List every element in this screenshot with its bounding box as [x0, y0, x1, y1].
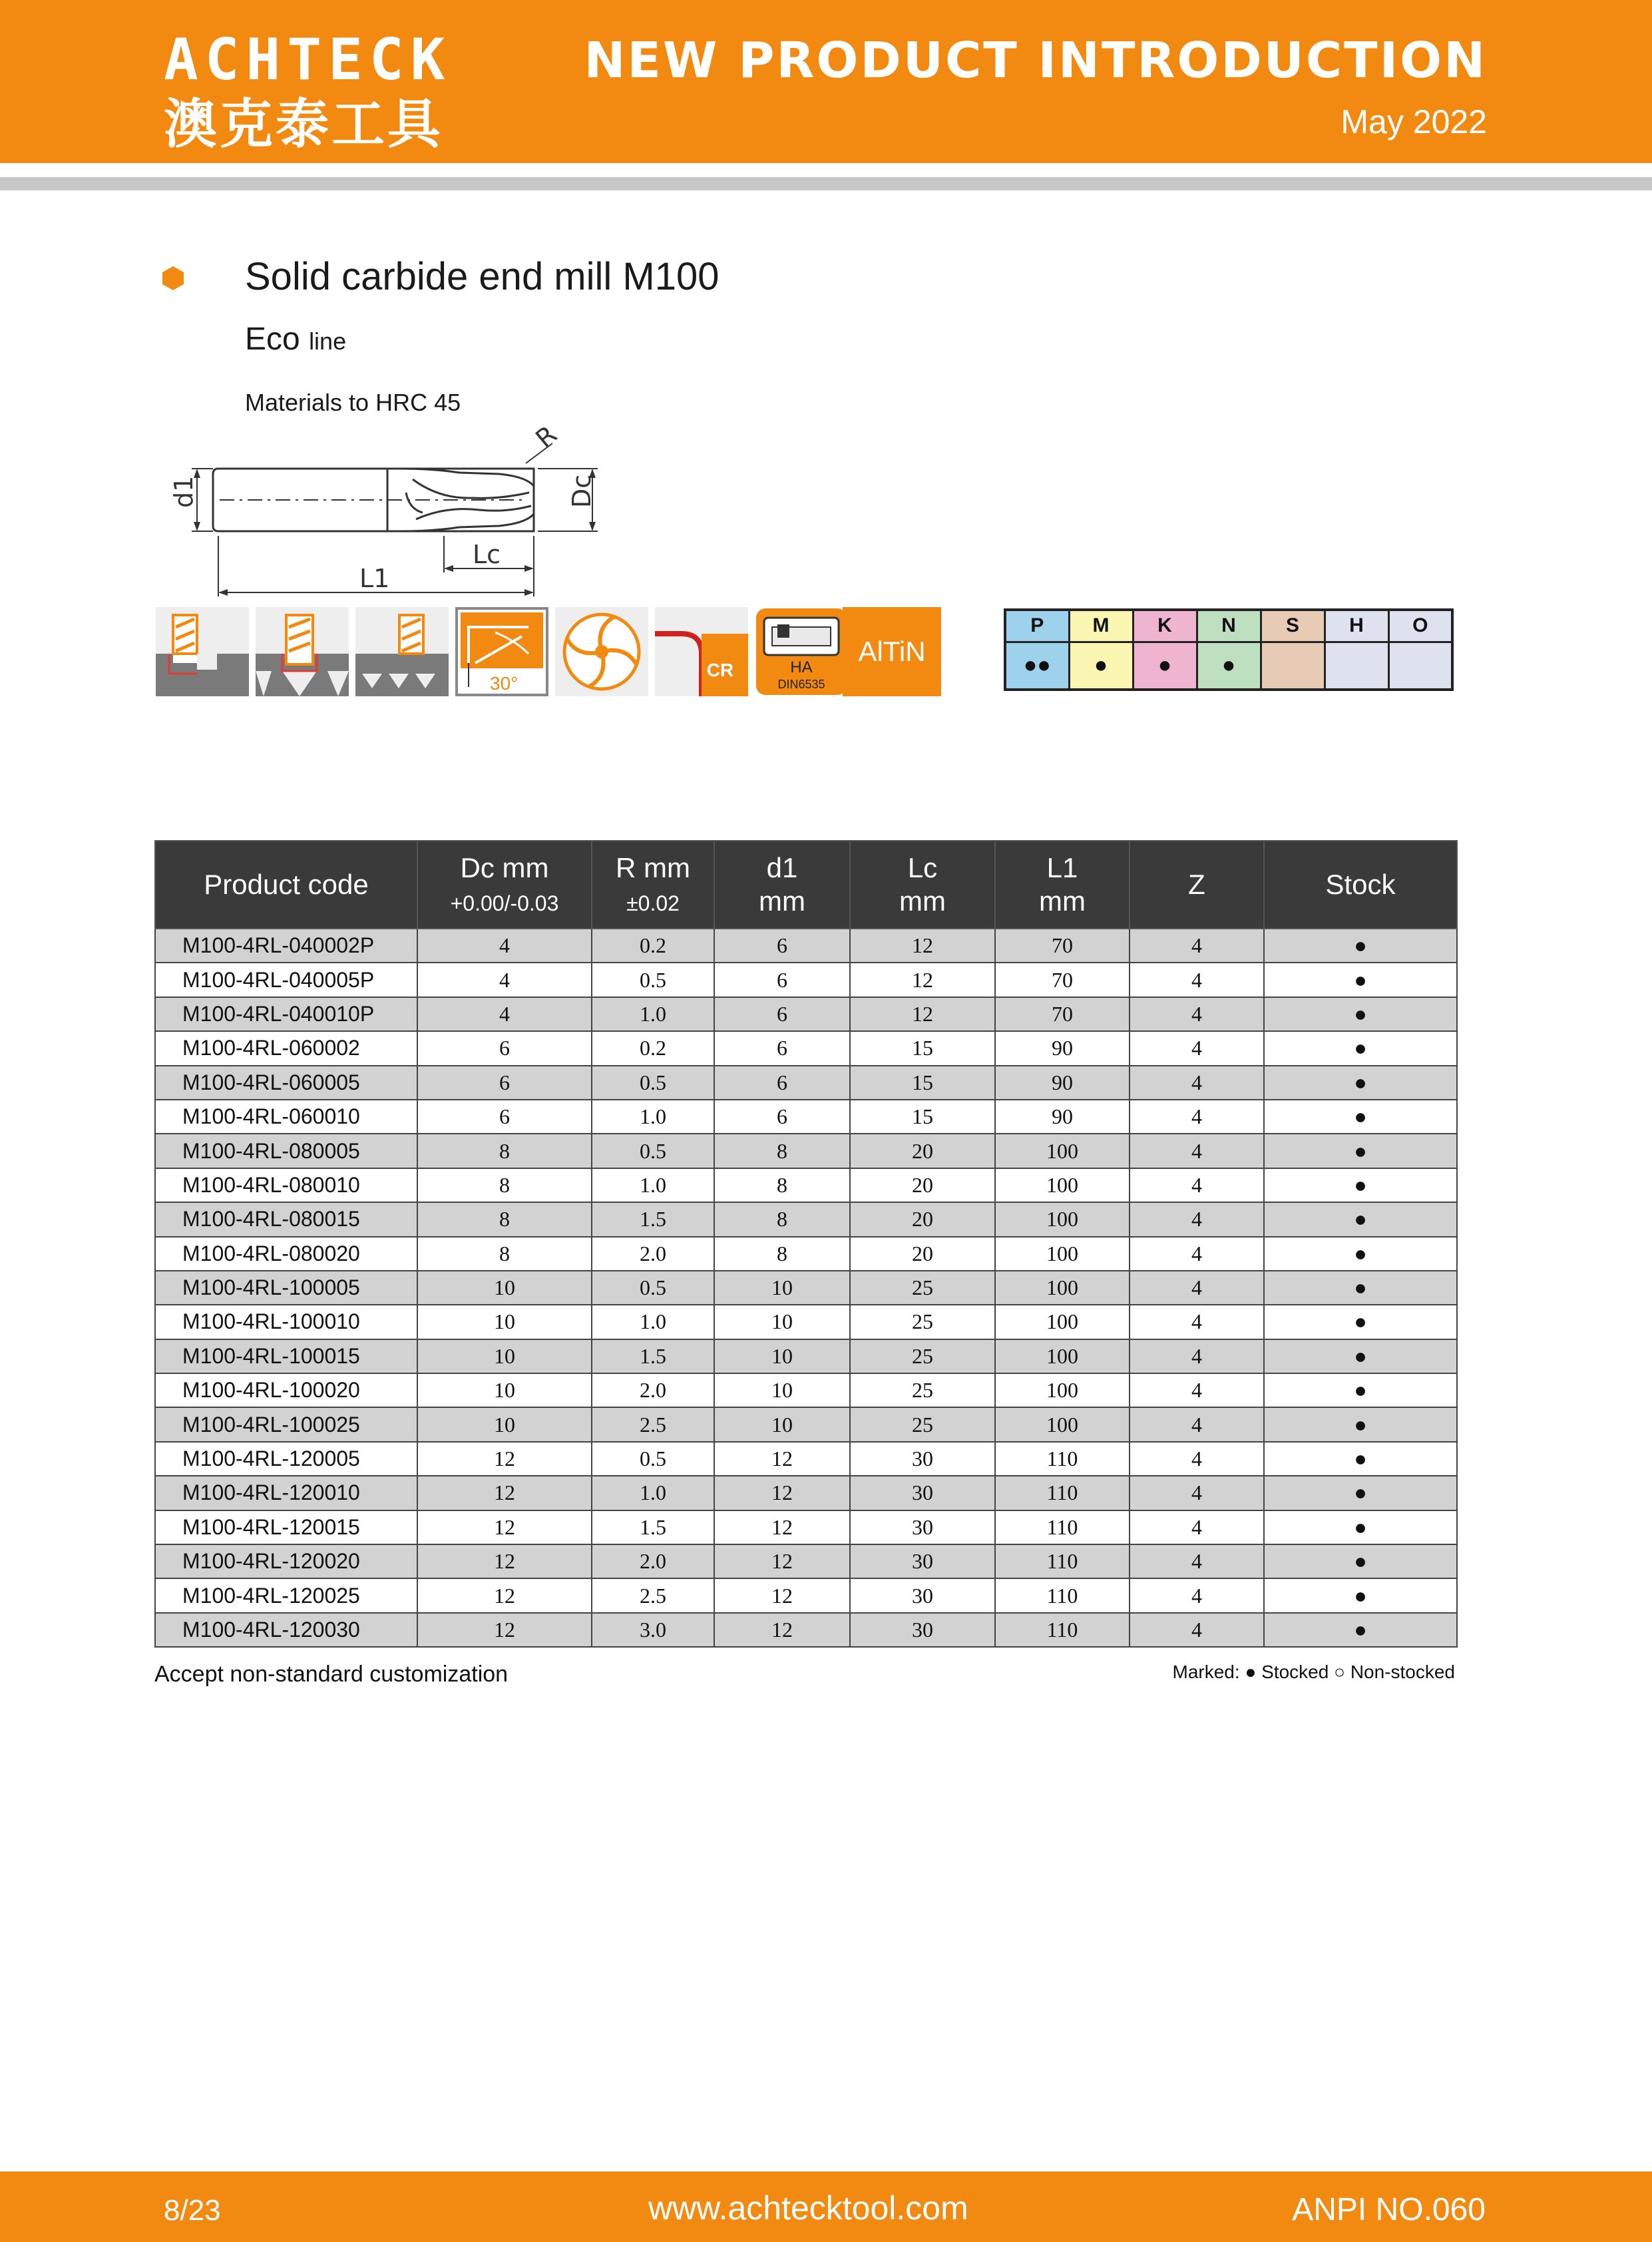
header-title: NEW PRODUCT INTRODUCTION	[584, 32, 1487, 89]
table-row	[155, 1407, 1457, 1441]
stocked-symbol: ●	[1245, 1662, 1257, 1682]
material-rating-m: ●	[1069, 642, 1133, 690]
drawing-label-dc: Dc	[567, 474, 596, 508]
cell-product-code: M100-4RL-100005	[155, 1271, 417, 1305]
cell-d1: 10	[714, 1339, 850, 1373]
cell-z: 4	[1130, 1271, 1264, 1305]
brand-logo-cn: 澳克泰工具	[164, 93, 443, 155]
cell-d1: 12	[714, 1578, 850, 1612]
cell-lc: 15	[850, 1066, 995, 1100]
cell-stock: ●	[1264, 1100, 1457, 1134]
cell-r: 1.0	[592, 1168, 714, 1202]
page-number: 8/23	[164, 2194, 221, 2227]
cell-l1: 100	[995, 1237, 1130, 1271]
cell-dc: 6	[417, 1066, 592, 1100]
cell-stock: ●	[1264, 1237, 1457, 1271]
header-date: May 2022	[1341, 103, 1487, 140]
material-group-n: N	[1197, 610, 1261, 642]
cell-lc: 30	[850, 1510, 995, 1544]
cell-r: 2.5	[592, 1578, 714, 1612]
cell-l1: 110	[995, 1476, 1130, 1510]
cell-stock: ●	[1264, 1544, 1457, 1578]
cell-z: 4	[1130, 1202, 1264, 1236]
header-r-tolerance: ±0.02	[626, 891, 680, 915]
cell-l1: 90	[995, 1066, 1130, 1100]
cell-dc: 12	[417, 1510, 592, 1544]
cell-d1: 10	[714, 1271, 850, 1305]
materials-note: Materials to HRC 45	[245, 389, 461, 416]
header-d1	[714, 841, 850, 929]
cell-r: 0.5	[592, 1442, 714, 1476]
cell-dc: 8	[417, 1168, 592, 1202]
table-row	[155, 1168, 1457, 1202]
cell-dc: 8	[417, 1237, 592, 1271]
cell-product-code: M100-4RL-040005P	[155, 963, 417, 997]
helix-angle-label: 30°	[490, 673, 518, 694]
non-stocked-symbol: ○	[1334, 1662, 1346, 1682]
table-row	[155, 1202, 1457, 1236]
cell-z: 4	[1130, 1237, 1264, 1271]
cell-d1: 12	[714, 1442, 850, 1476]
cell-lc: 12	[850, 963, 995, 997]
end-mill-drawing	[153, 413, 619, 599]
material-rating-k: ●	[1133, 642, 1197, 690]
cell-l1: 110	[995, 1544, 1130, 1578]
material-group-o: O	[1388, 610, 1452, 642]
cell-r: 0.5	[592, 963, 714, 997]
cell-lc: 20	[850, 1134, 995, 1168]
slotting-icon	[256, 607, 349, 696]
cell-r: 1.5	[592, 1339, 714, 1373]
cell-dc: 12	[417, 1578, 592, 1612]
cell-dc: 12	[417, 1544, 592, 1578]
cell-dc: 10	[417, 1407, 592, 1441]
material-rating-o	[1388, 642, 1452, 690]
cell-lc: 25	[850, 1407, 995, 1441]
cell-product-code: M100-4RL-120010	[155, 1476, 417, 1510]
table-row	[155, 1134, 1457, 1168]
table-row	[155, 1476, 1457, 1510]
table-row	[155, 1305, 1457, 1339]
four-flute-icon	[555, 607, 648, 696]
table-row	[155, 1339, 1457, 1373]
material-rating-s	[1261, 642, 1325, 690]
cell-dc: 10	[417, 1373, 592, 1407]
cell-l1: 100	[995, 1373, 1130, 1407]
cell-l1: 110	[995, 1578, 1130, 1612]
cell-dc: 4	[417, 997, 592, 1031]
cell-d1: 6	[714, 1100, 850, 1134]
corner-radius-label: CR	[706, 660, 734, 680]
drawing-label-l1: L1	[359, 564, 390, 593]
table-row	[155, 1613, 1457, 1647]
cell-lc: 15	[850, 1031, 995, 1065]
header-z: Z	[1130, 841, 1264, 929]
header-d1-label: d1	[766, 851, 798, 883]
cell-product-code: M100-4RL-100015	[155, 1339, 417, 1373]
material-group-m: M	[1069, 610, 1133, 642]
cell-l1: 70	[995, 963, 1130, 997]
cell-r: 2.5	[592, 1407, 714, 1441]
cell-stock: ●	[1264, 1031, 1457, 1065]
cell-stock: ●	[1264, 963, 1457, 997]
material-suitability-grid	[1004, 608, 1454, 691]
table-row	[155, 929, 1457, 963]
cell-stock: ●	[1264, 997, 1457, 1031]
cell-d1: 12	[714, 1476, 850, 1510]
cell-stock: ●	[1264, 1202, 1457, 1236]
cell-r: 0.2	[592, 1031, 714, 1065]
cell-d1: 12	[714, 1510, 850, 1544]
cell-dc: 10	[417, 1271, 592, 1305]
table-row	[155, 1271, 1457, 1305]
corner-radius-icon	[655, 607, 748, 696]
cell-l1: 100	[995, 1339, 1130, 1373]
cell-lc: 30	[850, 1442, 995, 1476]
shoulder-milling-icon	[156, 607, 249, 696]
cell-product-code: M100-4RL-080015	[155, 1202, 417, 1236]
cell-dc: 8	[417, 1202, 592, 1236]
cell-r: 0.2	[592, 929, 714, 963]
material-group-h: H	[1325, 610, 1388, 642]
material-rating-n: ●	[1197, 642, 1261, 690]
product-line-main: Eco	[245, 322, 300, 357]
cell-product-code: M100-4RL-060005	[155, 1066, 417, 1100]
cell-stock: ●	[1264, 1168, 1457, 1202]
shank-ha-label: HA	[790, 658, 813, 676]
cell-r: 1.5	[592, 1510, 714, 1544]
table-row	[155, 1544, 1457, 1578]
cell-product-code: M100-4RL-080005	[155, 1134, 417, 1168]
cell-product-code: M100-4RL-060010	[155, 1100, 417, 1134]
cell-z: 4	[1130, 1613, 1264, 1647]
table-row	[155, 1100, 1457, 1134]
cell-d1: 6	[714, 963, 850, 997]
cell-dc: 10	[417, 1305, 592, 1339]
drawing-label-lc: Lc	[473, 540, 501, 569]
cell-l1: 90	[995, 1100, 1130, 1134]
cell-d1: 6	[714, 997, 850, 1031]
cell-dc: 4	[417, 963, 592, 997]
cell-z: 4	[1130, 1305, 1264, 1339]
cell-product-code: M100-4RL-120005	[155, 1442, 417, 1476]
cell-z: 4	[1130, 963, 1264, 997]
cell-z: 4	[1130, 1100, 1264, 1134]
cell-z: 4	[1130, 1442, 1264, 1476]
cell-l1: 70	[995, 929, 1130, 963]
cell-l1: 70	[995, 997, 1130, 1031]
cell-product-code: M100-4RL-120025	[155, 1578, 417, 1612]
cell-z: 4	[1130, 1476, 1264, 1510]
header-r	[592, 841, 714, 929]
ramping-icon	[355, 607, 449, 696]
drawing-label-d1: d1	[169, 475, 198, 508]
header-l1	[995, 841, 1130, 929]
header-l1-unit: mm	[1039, 885, 1086, 917]
brand-logo-en: ACHTECK	[164, 27, 452, 93]
table-header-row	[155, 841, 1457, 929]
cell-z: 4	[1130, 1168, 1264, 1202]
material-group-k: K	[1133, 610, 1197, 642]
cell-l1: 110	[995, 1510, 1130, 1544]
cell-lc: 30	[850, 1544, 995, 1578]
cell-lc: 30	[850, 1578, 995, 1612]
header-d1-unit: mm	[759, 885, 805, 917]
cell-l1: 90	[995, 1031, 1130, 1065]
cell-stock: ●	[1264, 1578, 1457, 1612]
cell-r: 2.0	[592, 1544, 714, 1578]
cell-lc: 25	[850, 1373, 995, 1407]
header-lc-label: Lc	[907, 851, 938, 883]
cell-d1: 8	[714, 1202, 850, 1236]
cell-r: 1.0	[592, 1476, 714, 1510]
cell-l1: 100	[995, 1202, 1130, 1236]
cell-l1: 100	[995, 1305, 1130, 1339]
cell-product-code: M100-4RL-100020	[155, 1373, 417, 1407]
material-group-p: P	[1005, 610, 1069, 642]
cell-stock: ●	[1264, 929, 1457, 963]
table-row	[155, 1066, 1457, 1100]
cell-product-code: M100-4RL-100010	[155, 1305, 417, 1339]
hexagon-bullet-icon	[162, 266, 184, 290]
cell-r: 1.0	[592, 1100, 714, 1134]
table-row	[155, 997, 1457, 1031]
cell-product-code: M100-4RL-120020	[155, 1544, 417, 1578]
table-row	[155, 1578, 1457, 1612]
cell-r: 2.0	[592, 1237, 714, 1271]
header-product-code: Product code	[155, 841, 417, 929]
cell-lc: 12	[850, 997, 995, 1031]
stock-legend	[1173, 1662, 1455, 1683]
cell-stock: ●	[1264, 1510, 1457, 1544]
product-line-suffix: line	[309, 328, 347, 355]
cell-d1: 10	[714, 1407, 850, 1441]
cell-product-code: M100-4RL-080020	[155, 1237, 417, 1271]
cell-d1: 12	[714, 1613, 850, 1647]
cell-l1: 110	[995, 1442, 1130, 1476]
legend-stocked-label: Stocked	[1261, 1662, 1329, 1682]
cell-z: 4	[1130, 1373, 1264, 1407]
cell-lc: 30	[850, 1613, 995, 1647]
shank-din-label: DIN6535	[777, 678, 825, 691]
cell-lc: 30	[850, 1476, 995, 1510]
cell-d1: 10	[714, 1373, 850, 1407]
header-dc-label: Dc mm	[460, 851, 549, 883]
material-rating-h	[1325, 642, 1388, 690]
table-row	[155, 963, 1457, 997]
legend-marked-label: Marked:	[1172, 1662, 1240, 1682]
cell-d1: 6	[714, 929, 850, 963]
cell-stock: ●	[1264, 1305, 1457, 1339]
cell-z: 4	[1130, 1339, 1264, 1373]
anpi-number: ANPI NO.060	[1292, 2192, 1486, 2227]
cell-z: 4	[1130, 1066, 1264, 1100]
cell-lc: 25	[850, 1271, 995, 1305]
cell-stock: ●	[1264, 1373, 1457, 1407]
cell-product-code: M100-4RL-040010P	[155, 997, 417, 1031]
cell-lc: 25	[850, 1305, 995, 1339]
cell-stock: ●	[1264, 1476, 1457, 1510]
cell-z: 4	[1130, 1578, 1264, 1612]
material-rating-p: ●●	[1005, 642, 1069, 690]
cell-dc: 12	[417, 1613, 592, 1647]
cell-z: 4	[1130, 1544, 1264, 1578]
table-row	[155, 1031, 1457, 1065]
product-title: Solid carbide end mill M100	[245, 255, 720, 298]
cell-d1: 6	[714, 1031, 850, 1065]
cell-r: 1.5	[592, 1202, 714, 1236]
material-group-s: S	[1261, 610, 1325, 642]
cell-stock: ●	[1264, 1613, 1457, 1647]
coating-badge: AlTiN	[843, 607, 941, 696]
cell-d1: 6	[714, 1066, 850, 1100]
cell-r: 0.5	[592, 1066, 714, 1100]
cell-dc: 12	[417, 1442, 592, 1476]
cell-dc: 10	[417, 1339, 592, 1373]
cell-d1: 8	[714, 1134, 850, 1168]
cell-lc: 20	[850, 1168, 995, 1202]
cell-z: 4	[1130, 1510, 1264, 1544]
cell-stock: ●	[1264, 1066, 1457, 1100]
header-lc	[850, 841, 995, 929]
cell-d1: 8	[714, 1168, 850, 1202]
table-row	[155, 1442, 1457, 1476]
cell-product-code: M100-4RL-120015	[155, 1510, 417, 1544]
header-dc	[417, 841, 592, 929]
cell-dc: 8	[417, 1134, 592, 1168]
cell-stock: ●	[1264, 1134, 1457, 1168]
cell-product-code: M100-4RL-120030	[155, 1613, 417, 1647]
cell-product-code: M100-4RL-080010	[155, 1168, 417, 1202]
helix-angle-icon	[455, 607, 548, 696]
cell-z: 4	[1130, 929, 1264, 963]
cell-dc: 6	[417, 1031, 592, 1065]
table-row	[155, 1237, 1457, 1271]
cell-dc: 4	[417, 929, 592, 963]
cell-l1: 110	[995, 1613, 1130, 1647]
cell-l1: 100	[995, 1407, 1130, 1441]
cell-l1: 100	[995, 1168, 1130, 1202]
cell-l1: 100	[995, 1271, 1130, 1305]
cell-r: 2.0	[592, 1373, 714, 1407]
header-l1-label: L1	[1046, 851, 1078, 883]
cell-l1: 100	[995, 1134, 1130, 1168]
cell-z: 4	[1130, 1134, 1264, 1168]
cell-z: 4	[1130, 1407, 1264, 1441]
header-stock: Stock	[1264, 841, 1457, 929]
cell-product-code: M100-4RL-060002	[155, 1031, 417, 1065]
cell-product-code: M100-4RL-100025	[155, 1407, 417, 1441]
cell-r: 1.0	[592, 997, 714, 1031]
cell-z: 4	[1130, 997, 1264, 1031]
table-row	[155, 1510, 1457, 1544]
website-link[interactable]: www.achtecktool.com	[648, 2189, 968, 2227]
cell-dc: 6	[417, 1100, 592, 1134]
drawing-label-r: R	[530, 419, 562, 454]
cell-stock: ●	[1264, 1271, 1457, 1305]
shank-ha-icon	[755, 607, 848, 696]
cell-r: 3.0	[592, 1613, 714, 1647]
cell-stock: ●	[1264, 1407, 1457, 1441]
legend-non-stocked-label: Non-stocked	[1350, 1662, 1455, 1682]
cell-lc: 15	[850, 1100, 995, 1134]
header-r-label: R mm	[616, 851, 690, 883]
table-row	[155, 1373, 1457, 1407]
cell-z: 4	[1130, 1031, 1264, 1065]
cell-stock: ●	[1264, 1339, 1457, 1373]
cell-r: 0.5	[592, 1271, 714, 1305]
cell-d1: 8	[714, 1237, 850, 1271]
cell-stock: ●	[1264, 1442, 1457, 1476]
cell-lc: 12	[850, 929, 995, 963]
cell-lc: 20	[850, 1202, 995, 1236]
cell-r: 1.0	[592, 1305, 714, 1339]
header-divider	[0, 177, 1652, 190]
cell-product-code: M100-4RL-040002P	[155, 929, 417, 963]
cell-lc: 25	[850, 1339, 995, 1373]
customization-note: Accept non-standard customization	[154, 1662, 509, 1687]
cell-dc: 12	[417, 1476, 592, 1510]
header-dc-tolerance: +0.00/-0.03	[450, 891, 559, 915]
cell-d1: 10	[714, 1305, 850, 1339]
product-line	[245, 321, 346, 357]
cell-d1: 12	[714, 1544, 850, 1578]
cell-r: 0.5	[592, 1134, 714, 1168]
product-spec-table	[154, 840, 1458, 1648]
header-lc-unit: mm	[899, 885, 946, 917]
cell-lc: 20	[850, 1237, 995, 1271]
